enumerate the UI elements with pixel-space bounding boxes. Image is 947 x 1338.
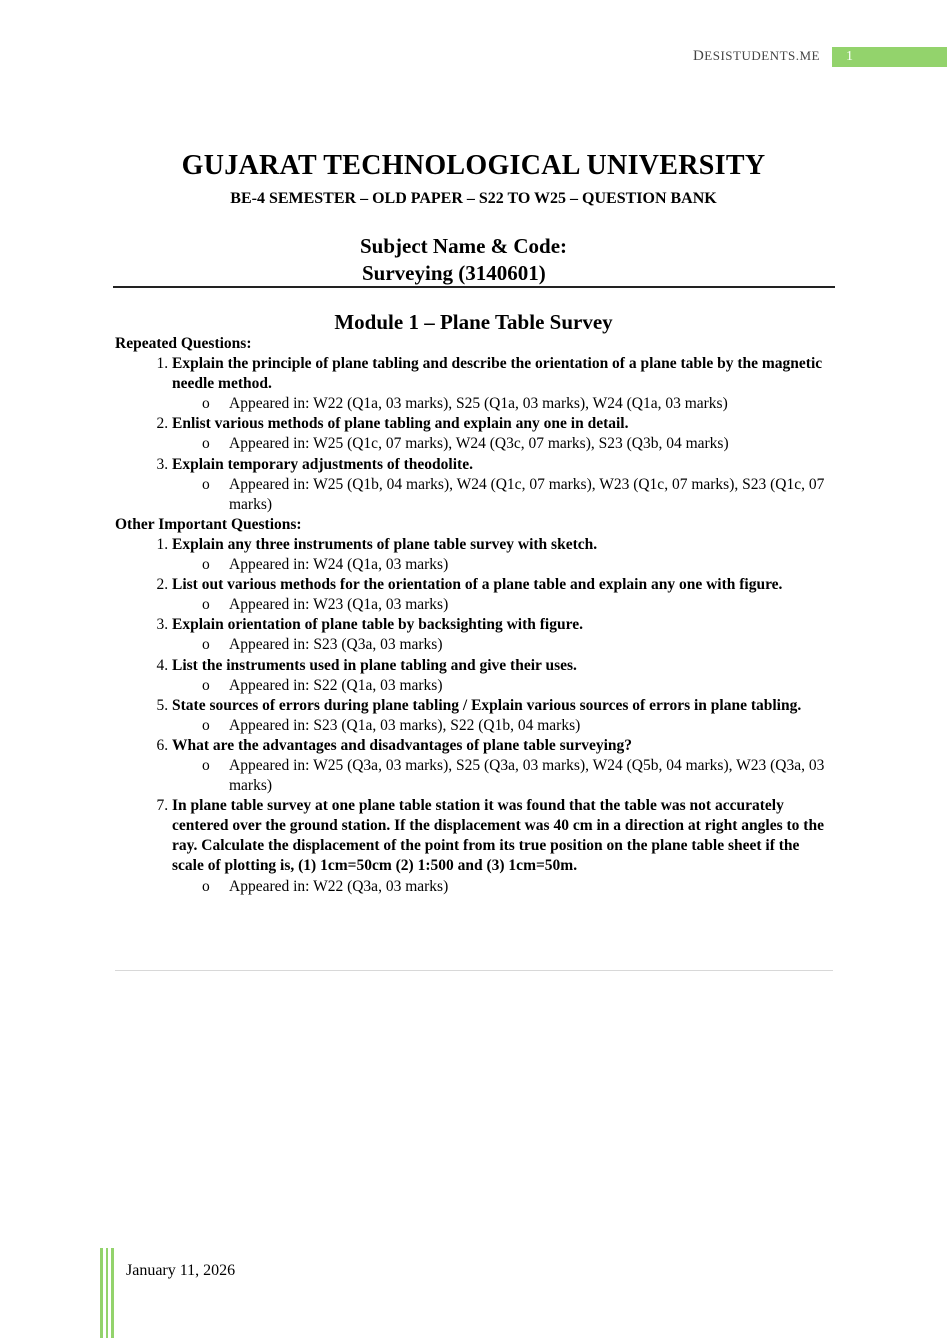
question-text: 3. Explain orientation of plane table by backsighting with figure. [172, 616, 583, 634]
subject-value: Surveying (3140601) [362, 261, 546, 285]
question-text: 5. State sources of errors during plane tabling / Explain various sources of errors in plane tabling. [172, 696, 802, 714]
other-questions-list [115, 535, 835, 897]
appeared-in: o Appeared in: W25 (Q1b, 04 marks), W24 (Q1c, 07 marks), W23 (Q1c, 07 marks), S23 (Q1c, 07 marks) [229, 475, 835, 515]
question-item [172, 736, 835, 796]
appeared-in: o Appeared in: W25 (Q1c, 07 marks), W24 (Q3c, 07 marks), S23 (Q3b, 04 marks) [229, 434, 835, 454]
title-divider [113, 286, 835, 288]
question-item [172, 796, 835, 896]
appeared-in: o Appeared in: W23 (Q1a, 03 marks) [229, 595, 835, 615]
appeared-in: o Appeared in: W22 (Q1a, 03 marks), S25 (Q1a, 03 marks), W24 (Q1a, 03 marks) [229, 394, 835, 414]
appeared-list [172, 756, 835, 796]
other-questions-heading: Other Important Questions: [115, 515, 302, 533]
question-item [172, 354, 835, 414]
appeared-in: o Appeared in: S23 (Q1a, 03 marks), S22 (Q1b, 04 marks) [229, 716, 835, 736]
footer-accent-bars [100, 1248, 116, 1338]
question-text: 7. In plane table survey at one plane table station it was found that the table was not accurately centered over the ground station. If the displacement was 40 cm in a direction at right angles to the ray. Calculate the displacement of the point from its true position on the plane table sheet if the scale of plotting is, (1) 1cm=50cm (2) 1:500 and (3) 1cm=50m. [172, 797, 824, 875]
question-text: 1. Explain the principle of plane tabling and describe the orientation of a plane table by the magnetic needle method. [172, 355, 823, 393]
question-text: 2. List out various methods for the orientation of a plane table and explain any one with figure. [172, 576, 783, 594]
site-name-rest: ESISTUDENTS.ME [704, 48, 820, 63]
footer-bar [106, 1248, 108, 1338]
question-text: 3. Explain temporary adjustments of theodolite. [172, 455, 473, 473]
question-item [172, 535, 835, 575]
appeared-list [172, 434, 835, 454]
appeared-list [172, 877, 835, 897]
question-text: 2. Enlist various methods of plane tabling and explain any one in detail. [172, 415, 629, 433]
document-title: GUJARAT TECHNOLOGICAL UNIVERSITY [181, 150, 766, 181]
question-item [172, 575, 835, 615]
repeated-questions-heading: Repeated Questions: [115, 335, 252, 352]
repeated-questions-list [115, 354, 835, 515]
appeared-in: o Appeared in: W24 (Q1a, 03 marks) [229, 555, 835, 575]
question-item [172, 615, 835, 655]
module-title: Module 1 – Plane Table Survey [334, 310, 613, 334]
appeared-in: o Appeared in: S23 (Q3a, 03 marks) [229, 635, 835, 655]
content-end-divider [115, 970, 833, 971]
question-item [172, 455, 835, 515]
footer-bar [111, 1248, 114, 1338]
site-name [693, 48, 820, 65]
appeared-list [172, 595, 835, 615]
appeared-in: o Appeared in: W25 (Q3a, 03 marks), S25 (Q3a, 03 marks), W24 (Q5b, 04 marks), W23 (Q3a, 03 marks) [229, 756, 835, 796]
appeared-in: o Appeared in: S22 (Q1a, 03 marks) [229, 676, 835, 696]
question-item [172, 656, 835, 696]
appeared-list [172, 716, 835, 736]
footer-bar [100, 1248, 103, 1338]
appeared-list [172, 475, 835, 515]
footer-date: January 11, 2026 [126, 1262, 236, 1279]
question-text: 1. Explain any three instruments of plane table survey with sketch. [172, 535, 598, 553]
document-subtitle: BE-4 SEMESTER – OLD PAPER – S22 TO W25 – QUESTION BANK [230, 190, 717, 207]
question-text: 4. List the instruments used in plane tabling and give their uses. [172, 656, 577, 674]
question-item [172, 414, 835, 454]
appeared-list [172, 555, 835, 575]
appeared-list [172, 676, 835, 696]
subject-label: Subject Name & Code: [360, 234, 568, 258]
question-text: 6. What are the advantages and disadvantages of plane table surveying? [172, 736, 633, 754]
site-name-initial: D [692, 48, 705, 64]
appeared-list [172, 635, 835, 655]
appeared-in: o Appeared in: W22 (Q3a, 03 marks) [229, 877, 835, 897]
question-item [172, 696, 835, 736]
page-number-badge: 1 [832, 47, 947, 67]
question-content [115, 334, 835, 897]
appeared-list [172, 394, 835, 414]
